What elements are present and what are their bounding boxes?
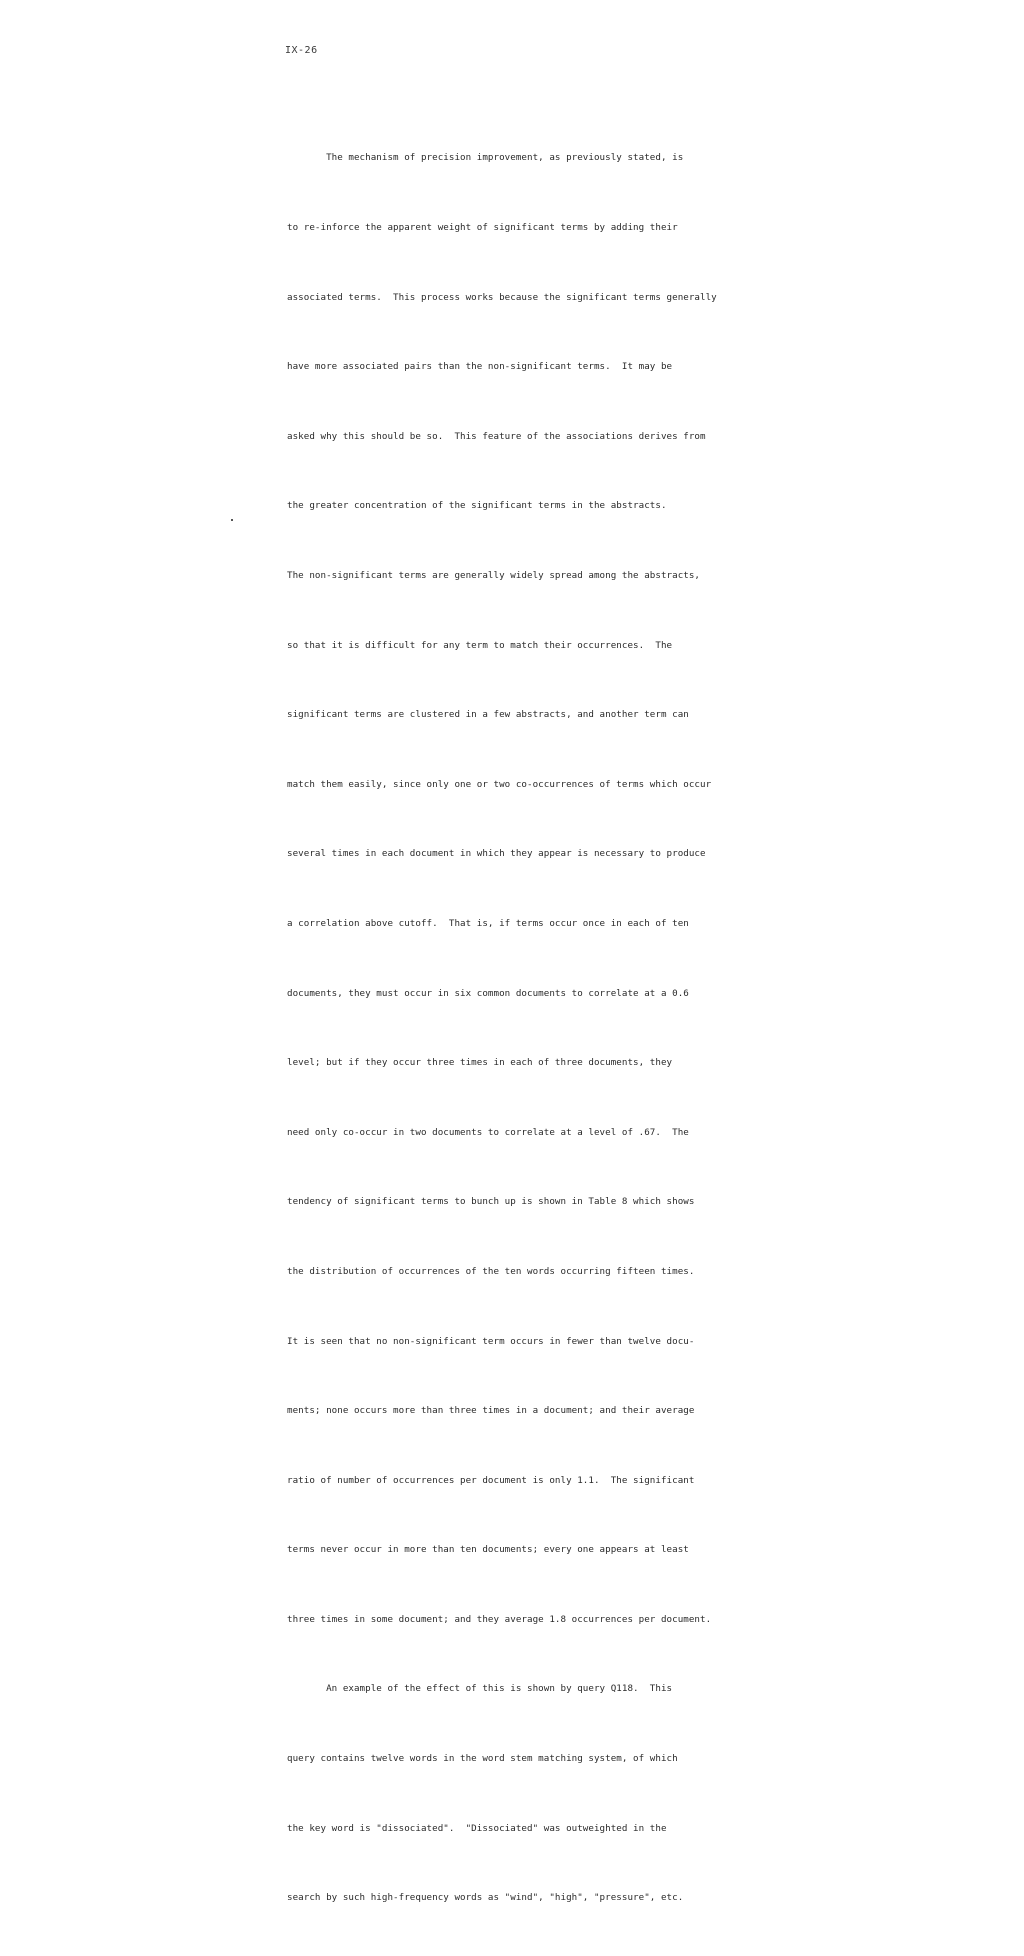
page-number: IX-26 (285, 45, 318, 56)
text-line: ments; none occurs more than three times in a document; and their average (287, 1405, 695, 1417)
text-line: the key word is "dissociated". "Dissociated" was outweighted in the (287, 1822, 667, 1834)
text-line: It is seen that no non-significant term occurs in fewer than twelve docu- (287, 1335, 695, 1347)
text-line: match them easily, since only one or two co-occurrences of terms which occur (287, 778, 712, 790)
text-line: documents, they must occur in six common documents to correlate at a 0.6 (287, 987, 689, 999)
text-line: The mechanism of precision improvement, as previously stated, is (287, 152, 684, 164)
text-line: terms never occur in more than ten documents; every one appears at least (287, 1544, 689, 1556)
scan-speck (231, 519, 233, 521)
text-line: three times in some document; and they average 1.8 occurrences per document. (287, 1613, 712, 1625)
text-line: the distribution of occurrences of the ten words occurring fifteen times. (287, 1265, 695, 1277)
text-line: tendency of significant terms to bunch up is shown in Table 8 which shows (287, 1196, 695, 1208)
text-line: The non-significant terms are generally widely spread among the abstracts, (287, 569, 701, 581)
text-line: asked why this should be so. This feature of the associations derives from (287, 430, 706, 442)
text-line: a correlation above cutoff. That is, if terms occur once in each of ten (287, 917, 689, 929)
body-text (287, 100, 717, 1956)
text-line: query contains twelve words in the word stem matching system, of which (287, 1753, 678, 1765)
text-line: so that it is difficult for any term to match their occurrences. The (287, 639, 673, 651)
text-line: An example of the effect of this is shown by query Q118. This (287, 1683, 673, 1695)
text-line: several times in each document in which they appear is necessary to produce (287, 848, 706, 860)
text-line: significant terms are clustered in a few abstracts, and another term can (287, 709, 689, 721)
text-line: need only co-occur in two documents to correlate at a level of .67. The (287, 1126, 689, 1138)
text-line: ratio of number of occurrences per document is only 1.1. The significant (287, 1474, 695, 1486)
text-line: have more associated pairs than the non-significant terms. It may be (287, 361, 673, 373)
text-line: the greater concentration of the significant terms in the abstracts. (287, 500, 667, 512)
text-line: level; but if they occur three times in each of three documents, they (287, 1057, 673, 1069)
text-line: search by such high-frequency words as "wind", "high", "pressure", etc. (287, 1892, 684, 1904)
text-line: associated terms. This process works because the significant terms generally (287, 291, 717, 303)
text-line: to re-inforce the apparent weight of significant terms by adding their (287, 222, 678, 233)
